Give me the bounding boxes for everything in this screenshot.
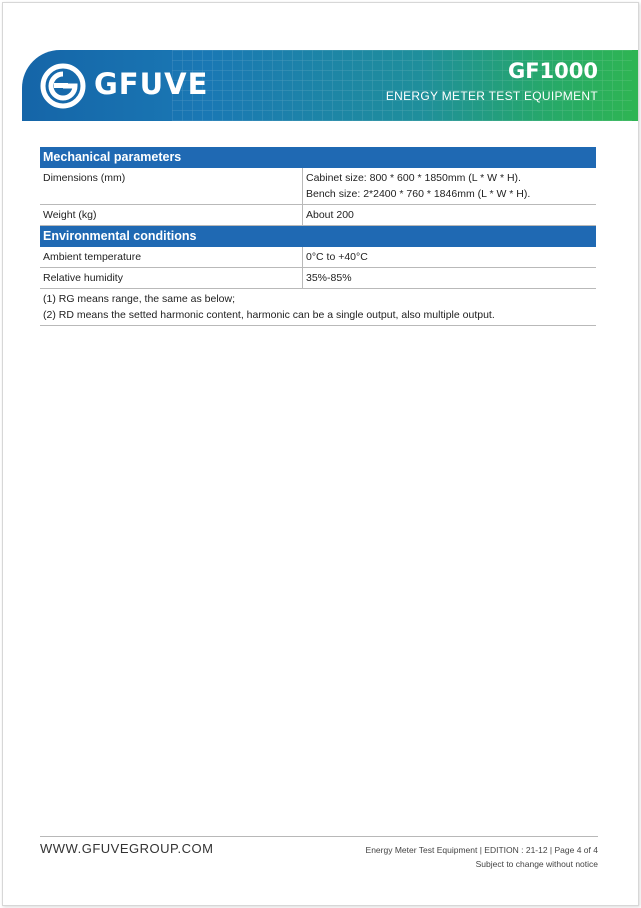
footer-info xyxy=(366,843,598,871)
section-header-mechanical xyxy=(40,147,596,168)
table-row xyxy=(40,205,596,226)
row-label: Ambient temperature xyxy=(40,247,303,268)
product-subtitle: ENERGY METER TEST EQUIPMENT xyxy=(385,89,598,103)
note-line: (1) RG means range, the same as below; xyxy=(43,293,236,305)
footer-edition: Energy Meter Test Equipment | EDITION : 21-12 | Page 4 of 4 xyxy=(365,845,598,855)
footer-divider xyxy=(40,836,598,837)
row-value: About 200 xyxy=(303,205,597,226)
footer-website-link[interactable]: WWW.GFUVEGROUP.COM xyxy=(40,841,214,856)
table-row xyxy=(40,247,596,268)
value-line: Bench size: 2*2400 * 760 * 1846mm (L * W * H). xyxy=(306,188,531,200)
spec-table xyxy=(40,147,596,326)
value-line: Cabinet size: 800 * 600 * 1850mm (L * W * H). xyxy=(306,172,521,184)
notes-cell xyxy=(40,289,596,326)
row-label: Dimensions (mm) xyxy=(40,168,303,205)
row-label: Weight (kg) xyxy=(40,205,303,226)
section-title: Environmental conditions xyxy=(40,226,596,248)
note-line: (2) RD means the setted harmonic content, harmonic can be a single output, also multiple output. xyxy=(43,309,495,321)
row-label: Relative humidity xyxy=(40,268,303,289)
model-title: GF1000 xyxy=(507,59,598,83)
brand-name: GFUVE xyxy=(94,67,209,101)
section-title: Mechanical parameters xyxy=(40,147,596,168)
notes-row xyxy=(40,289,596,326)
row-value: 0°C to +40°C xyxy=(303,247,597,268)
table-row xyxy=(40,168,596,205)
row-value: 35%-85% xyxy=(303,268,597,289)
footer-disclaimer: Subject to change without notice xyxy=(475,859,598,869)
header-banner xyxy=(22,50,638,121)
table-row xyxy=(40,268,596,289)
gfuve-logo-icon xyxy=(40,63,86,109)
section-header-environment xyxy=(40,226,596,248)
row-value xyxy=(303,168,597,205)
document-page xyxy=(2,2,639,906)
